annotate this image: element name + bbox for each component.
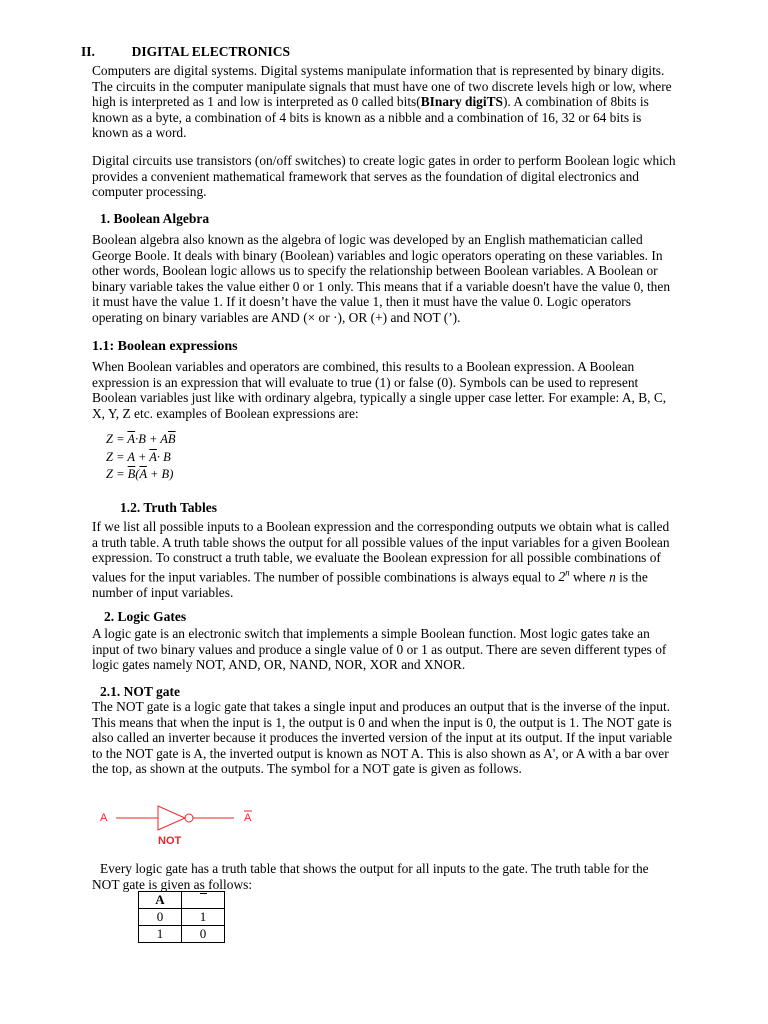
table-header-input: A	[139, 892, 182, 909]
equation-1: $Z = \overline{A}\cdot B + A\overline{B}$	[106, 432, 176, 446]
not-gate-truth-table	[138, 891, 225, 943]
section-number: II.	[81, 44, 95, 59]
boolean-algebra-text: Boolean algebra also known as the algebra of logic was developed by an English mathematician called George Boole. It deals with binary (Boolean) variables and logic operators operating on these variables. In other words, Boolean logic allows us to specify the relationship between Boolean variables. A Boolean or binary variable takes the value either 0 or 1 only. This means that if a variable doesn't have the value 0, then it must have the value 1. If it doesn’t have the value 1, then it must have the value 0. Logic operators operating on binary variables are AND (× or ·), OR (+) and NOT (’).	[92, 232, 671, 325]
inversion-bubble	[185, 814, 193, 822]
not-gate-heading: 2.1. NOT gate	[100, 684, 180, 699]
intro-paragraph-2: Digital circuits use transistors (on/off switches) to create logic gates in order to perform Boolean logic which provides a convenient mathematical framework that serves as the foundation of digital electronics and computer processing.	[92, 153, 676, 200]
boolean-algebra-heading: 1. Boolean Algebra	[100, 211, 210, 226]
gate-type-label: NOT	[158, 835, 182, 847]
intro-text-b: ). A combination of 8bits is known as a byte, a combination of 4 bits is known as a nibble and a combination of 16, 32 or 64 bits is known as a word.	[92, 94, 649, 141]
equation-2: $Z = A + \overline{A}\cdot B$	[106, 450, 171, 464]
table-row: 1 0	[139, 926, 225, 943]
intro-bold-term: BInary digiTS	[420, 94, 503, 110]
table-row: 0 1	[139, 909, 225, 926]
table-header-row	[139, 892, 225, 909]
not-gate-text: The NOT gate is a logic gate that takes a single input and produces an output that is the inverse of the input. This means that when the input is 1, the output is 0 and when the input is 0, the output is 1. The NOT gate is also called an inverter because it produces the inverted version of the input at its output. If the input variable to the NOT gate is A, the inverted output is known as NOT A. This is also shown as A', or A with a bar over the top, as shown at the outputs. The symbol for a NOT gate is given as follows.	[92, 699, 673, 777]
truth-table-intro: Every logic gate has a truth table that shows the output for all inputs to the gate. The truth table for the NOT gate is given as follows:	[92, 861, 649, 892]
gate-output-label: A	[244, 812, 252, 824]
gate-input-label: A	[100, 812, 108, 824]
truth-tables-heading: 1.2. Truth Tables	[120, 500, 218, 515]
header-overbar	[200, 893, 207, 894]
boolean-expressions-text: When Boolean variables and operators are combined, this results to a Boolean expression. A Boolean expression is an expression that will evaluate to true (1) or false (0). Symbols can be used to represent Boolean variables just like with ordinary algebra, typically a single upper case letter. For example: A, B, C, X, Y, Z etc. examples of Boolean expressions are:	[92, 359, 667, 421]
table-header-output	[182, 892, 225, 909]
section-heading	[81, 44, 290, 60]
not-gate-triangle	[158, 806, 185, 830]
not-gate-diagram	[96, 804, 266, 850]
intro-paragraph-1	[92, 63, 678, 141]
logic-gates-heading: 2. Logic Gates	[104, 609, 187, 624]
truth-tables-text: If we list all possible inputs to a Boolean expression and the corresponding outputs we obtain what is called a truth table. A truth table shows the output for all possible values of the input variables for a given Boolean expression. To construct a truth table, we evaluate the Boolean expression for all possible combinations of values for the input variables. The number of possible combinations is always equal to 2$^n$ where n is the number of input variables.	[92, 519, 670, 600]
power-expression: 2$^n$	[558, 567, 570, 585]
section-title: DIGITAL ELECTRONICS	[131, 44, 291, 59]
intro-text-a: Computers are digital systems. Digital systems manipulate information that is represented by binary digits. The circuits in the computer manipulate signals that must have one of two discrete levels high or low, where high is interpreted as 1 and low is interpreted as 0 called bits(	[92, 63, 672, 110]
boolean-expressions-heading: 1.1: Boolean expressions	[92, 339, 238, 354]
equation-3: $Z = \overline{B}(\overline{A} + B)$	[106, 467, 174, 481]
logic-gates-text: A logic gate is an electronic switch that implements a simple Boolean function. Most logic gates take an input of two binary values and produce a single value of 0 or 1 as output. There are seven different types of logic gates namely NOT, AND, OR, NAND, NOR, XOR and XNOR.	[92, 626, 667, 673]
